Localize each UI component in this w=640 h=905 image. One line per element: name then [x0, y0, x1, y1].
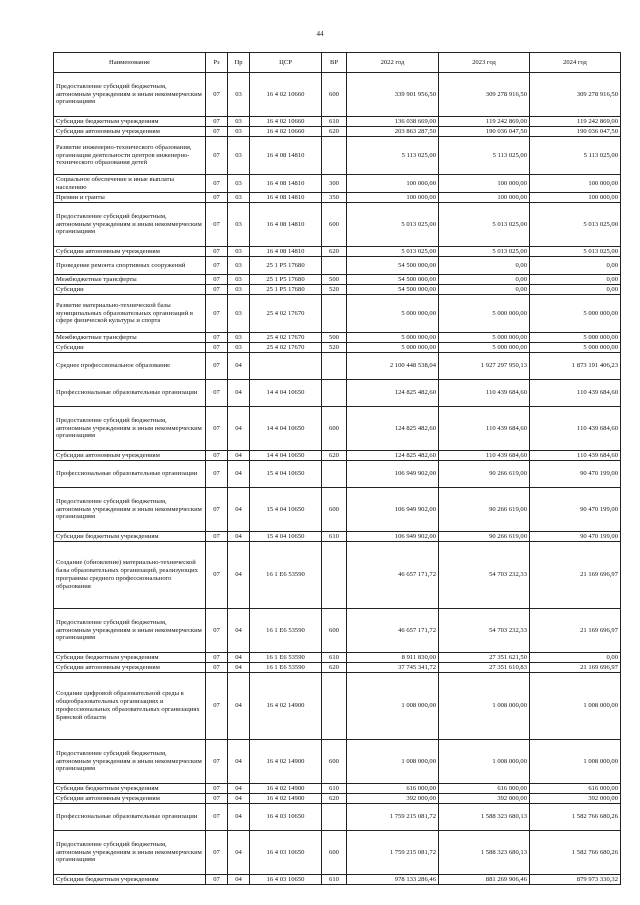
cell-2023: 110 439 684,60 [439, 380, 530, 407]
cell-rz: 07 [206, 804, 228, 831]
cell-2023: 1 927 297 950,13 [439, 353, 530, 380]
cell-vr: 620 [322, 663, 347, 673]
cell-vr: 350 [322, 193, 347, 203]
cell-2022: 203 863 287,50 [347, 127, 439, 137]
cell-name: Создание (обновление) материально-технической базы образовательных организаций, реализующих программы среднего профессионального образования [54, 542, 206, 609]
cell-2023: 0,00 [439, 275, 530, 285]
cell-name: Субсидии бюджетным учреждениям [54, 117, 206, 127]
cell-2024: 0,00 [530, 257, 621, 275]
table-row [54, 609, 621, 653]
cell-pr: 04 [228, 451, 250, 461]
table-row [54, 488, 621, 532]
cell-pr: 03 [228, 333, 250, 343]
cell-2024: 5 000 000,00 [530, 333, 621, 343]
cell-name: Социальное обеспечение и иные выплаты населению [54, 175, 206, 193]
cell-rz: 07 [206, 193, 228, 203]
header-2024: 2024 год [530, 53, 621, 73]
cell-2024: 100 000,00 [530, 193, 621, 203]
table-row [54, 175, 621, 193]
cell-2023: 54 703 232,33 [439, 542, 530, 609]
cell-rz: 07 [206, 137, 228, 175]
table-row [54, 380, 621, 407]
cell-2023: 0,00 [439, 257, 530, 275]
table-row [54, 257, 621, 275]
cell-name: Предоставление субсидий бюджетным, автономным учреждениям и иным некоммерческим организациям [54, 73, 206, 117]
cell-2023: 190 036 047,50 [439, 127, 530, 137]
cell-pr: 04 [228, 673, 250, 740]
cell-csr: 25 1 Р5 17680 [250, 285, 322, 295]
cell-name: Субсидии бюджетным учреждениям [54, 532, 206, 542]
cell-rz: 07 [206, 875, 228, 885]
cell-2024: 100 000,00 [530, 175, 621, 193]
table-row [54, 407, 621, 451]
cell-vr: 610 [322, 117, 347, 127]
cell-pr: 03 [228, 175, 250, 193]
budget-table [53, 52, 621, 885]
cell-name: Субсидии автономным учреждениям [54, 127, 206, 137]
cell-2023: 1 008 000,00 [439, 740, 530, 784]
cell-vr: 600 [322, 73, 347, 117]
cell-2023: 1 588 323 680,13 [439, 831, 530, 875]
cell-pr: 04 [228, 784, 250, 794]
cell-2024: 21 169 696,97 [530, 663, 621, 673]
cell-name: Развитие инженерно-технического образования, организация деятельности центров инженерно-технического образования детей [54, 137, 206, 175]
cell-name: Среднее профессиональное образование [54, 353, 206, 380]
table-row [54, 804, 621, 831]
cell-csr: 16 4 08 14810 [250, 193, 322, 203]
cell-2024: 110 439 684,60 [530, 380, 621, 407]
cell-2023: 5 000 000,00 [439, 333, 530, 343]
cell-2024: 5 013 025,00 [530, 247, 621, 257]
cell-pr: 04 [228, 407, 250, 451]
cell-csr: 15 4 04 10650 [250, 461, 322, 488]
cell-name: Предоставление субсидий бюджетным, автономным учреждениям и иным некоммерческим организациям [54, 203, 206, 247]
cell-2024: 90 470 199,00 [530, 461, 621, 488]
cell-vr [322, 353, 347, 380]
cell-pr: 03 [228, 247, 250, 257]
cell-csr: 14 4 04 10650 [250, 407, 322, 451]
cell-2024: 21 169 696,97 [530, 609, 621, 653]
cell-rz: 07 [206, 663, 228, 673]
cell-2022: 46 657 171,72 [347, 609, 439, 653]
cell-csr: 25 1 Р5 17680 [250, 257, 322, 275]
cell-rz: 07 [206, 784, 228, 794]
cell-pr: 03 [228, 275, 250, 285]
cell-pr: 04 [228, 380, 250, 407]
cell-2023: 5 000 000,00 [439, 295, 530, 333]
cell-2023: 27 351 610,83 [439, 663, 530, 673]
cell-2024: 1 582 766 680,26 [530, 831, 621, 875]
table-row [54, 875, 621, 885]
table-row [54, 542, 621, 609]
header-2023: 2023 год [439, 53, 530, 73]
cell-name: Проведение ремонта спортивных сооружений [54, 257, 206, 275]
cell-2024: 1 008 000,00 [530, 740, 621, 784]
cell-pr: 04 [228, 353, 250, 380]
cell-csr: 16 4 03 10650 [250, 875, 322, 885]
cell-2023: 616 000,00 [439, 784, 530, 794]
table-row [54, 247, 621, 257]
cell-csr: 16 4 02 14900 [250, 784, 322, 794]
cell-vr [322, 542, 347, 609]
cell-name: Субсидии автономным учреждениям [54, 794, 206, 804]
cell-csr: 16 1 E6 53590 [250, 609, 322, 653]
cell-2022: 54 500 000,00 [347, 285, 439, 295]
table-row [54, 461, 621, 488]
cell-vr: 520 [322, 285, 347, 295]
cell-2023: 0,00 [439, 285, 530, 295]
cell-name: Предоставление субсидий бюджетным, автономным учреждениям и иным некоммерческим организациям [54, 609, 206, 653]
cell-2023: 309 278 916,50 [439, 73, 530, 117]
cell-rz: 07 [206, 653, 228, 663]
cell-2022: 100 000,00 [347, 193, 439, 203]
cell-vr [322, 257, 347, 275]
cell-2022: 8 911 830,00 [347, 653, 439, 663]
cell-csr: 15 4 04 10650 [250, 488, 322, 532]
cell-name: Премии и гранты [54, 193, 206, 203]
cell-vr [322, 804, 347, 831]
cell-name: Межбюджетные трансферты [54, 333, 206, 343]
cell-rz: 07 [206, 461, 228, 488]
cell-vr: 620 [322, 451, 347, 461]
cell-rz: 07 [206, 343, 228, 353]
cell-2022: 5 000 000,00 [347, 343, 439, 353]
table-row [54, 353, 621, 380]
cell-pr: 04 [228, 609, 250, 653]
cell-pr: 04 [228, 740, 250, 784]
cell-2023: 5 113 025,00 [439, 137, 530, 175]
table-row [54, 73, 621, 117]
table-row [54, 285, 621, 295]
cell-2024: 0,00 [530, 285, 621, 295]
cell-2023: 110 439 684,60 [439, 451, 530, 461]
cell-name: Профессиональные образовательные организации [54, 461, 206, 488]
cell-2022: 392 000,00 [347, 794, 439, 804]
cell-2024: 0,00 [530, 653, 621, 663]
cell-rz: 07 [206, 794, 228, 804]
table-row [54, 532, 621, 542]
cell-pr: 03 [228, 257, 250, 275]
cell-pr: 04 [228, 542, 250, 609]
cell-2024: 392 000,00 [530, 794, 621, 804]
cell-vr [322, 673, 347, 740]
cell-pr: 04 [228, 663, 250, 673]
cell-vr: 500 [322, 275, 347, 285]
cell-pr: 04 [228, 804, 250, 831]
cell-name: Субсидии автономным учреждениям [54, 247, 206, 257]
cell-csr: 16 4 08 14810 [250, 247, 322, 257]
cell-vr: 620 [322, 247, 347, 257]
cell-2023: 392 000,00 [439, 794, 530, 804]
cell-pr: 04 [228, 488, 250, 532]
cell-pr: 04 [228, 653, 250, 663]
cell-vr [322, 137, 347, 175]
header-pr: Пр [228, 53, 250, 73]
cell-2024: 5 013 025,00 [530, 203, 621, 247]
table-row [54, 275, 621, 285]
cell-csr: 16 1 E6 53590 [250, 663, 322, 673]
cell-name: Развитие материально-технической базы муниципальных образовательных организаций в сфере физической культуры и спорта [54, 295, 206, 333]
cell-csr: 16 4 02 10660 [250, 127, 322, 137]
cell-rz: 07 [206, 609, 228, 653]
cell-vr: 620 [322, 794, 347, 804]
cell-2022: 54 500 000,00 [347, 257, 439, 275]
cell-2022: 978 133 286,46 [347, 875, 439, 885]
cell-rz: 07 [206, 275, 228, 285]
cell-pr: 04 [228, 831, 250, 875]
cell-2022: 37 745 341,72 [347, 663, 439, 673]
cell-2022: 5 113 025,00 [347, 137, 439, 175]
table-row [54, 295, 621, 333]
cell-rz: 07 [206, 203, 228, 247]
cell-vr [322, 295, 347, 333]
cell-vr: 610 [322, 875, 347, 885]
cell-2022: 5 013 025,00 [347, 247, 439, 257]
cell-rz: 07 [206, 295, 228, 333]
cell-2022: 46 657 171,72 [347, 542, 439, 609]
cell-2022: 5 000 000,00 [347, 295, 439, 333]
cell-2023: 100 000,00 [439, 193, 530, 203]
cell-rz: 07 [206, 333, 228, 343]
cell-pr: 03 [228, 285, 250, 295]
table-row [54, 333, 621, 343]
cell-rz: 07 [206, 451, 228, 461]
cell-2023: 54 703 232,33 [439, 609, 530, 653]
cell-2022: 616 000,00 [347, 784, 439, 794]
cell-rz: 07 [206, 831, 228, 875]
cell-pr: 03 [228, 343, 250, 353]
cell-2024: 309 278 916,50 [530, 73, 621, 117]
cell-2022: 106 949 902,00 [347, 532, 439, 542]
cell-csr: 25 4 02 17670 [250, 333, 322, 343]
cell-2023: 5 000 000,00 [439, 343, 530, 353]
cell-csr: 16 4 03 10650 [250, 804, 322, 831]
cell-name: Межбюджетные трансферты [54, 275, 206, 285]
cell-rz: 07 [206, 257, 228, 275]
table-row [54, 451, 621, 461]
cell-csr: 25 4 02 17670 [250, 295, 322, 333]
table-row [54, 794, 621, 804]
cell-pr: 03 [228, 127, 250, 137]
cell-2022: 339 901 956,50 [347, 73, 439, 117]
cell-csr: 16 4 08 14810 [250, 137, 322, 175]
table-row [54, 193, 621, 203]
cell-rz: 07 [206, 673, 228, 740]
cell-rz: 07 [206, 175, 228, 193]
cell-name: Субсидии автономным учреждениям [54, 451, 206, 461]
cell-2023: 1 588 323 680,13 [439, 804, 530, 831]
cell-2022: 124 825 482,60 [347, 407, 439, 451]
cell-2024: 616 000,00 [530, 784, 621, 794]
cell-csr: 16 4 02 14900 [250, 740, 322, 784]
cell-2023: 881 269 906,46 [439, 875, 530, 885]
cell-pr: 03 [228, 295, 250, 333]
cell-csr: 15 4 04 10650 [250, 532, 322, 542]
cell-pr: 03 [228, 73, 250, 117]
cell-vr [322, 380, 347, 407]
cell-vr: 610 [322, 784, 347, 794]
cell-rz: 07 [206, 73, 228, 117]
header-name: Наименование [54, 53, 206, 73]
cell-rz: 07 [206, 407, 228, 451]
cell-rz: 07 [206, 247, 228, 257]
cell-rz: 07 [206, 380, 228, 407]
cell-2023: 90 266 619,00 [439, 532, 530, 542]
cell-2023: 90 266 619,00 [439, 488, 530, 532]
cell-2022: 2 100 448 538,04 [347, 353, 439, 380]
cell-2022: 54 500 000,00 [347, 275, 439, 285]
cell-vr: 600 [322, 609, 347, 653]
cell-rz: 07 [206, 127, 228, 137]
cell-name: Профессиональные образовательные организации [54, 380, 206, 407]
cell-rz: 07 [206, 285, 228, 295]
cell-csr: 16 4 08 14810 [250, 175, 322, 193]
cell-vr: 500 [322, 333, 347, 343]
cell-2022: 1 759 215 081,72 [347, 804, 439, 831]
cell-name: Субсидии бюджетным учреждениям [54, 653, 206, 663]
cell-csr: 25 1 Р5 17680 [250, 275, 322, 285]
cell-2024: 90 470 199,00 [530, 488, 621, 532]
cell-csr: 16 1 E6 53590 [250, 542, 322, 609]
table-row [54, 137, 621, 175]
cell-pr: 04 [228, 794, 250, 804]
cell-pr: 04 [228, 875, 250, 885]
cell-csr: 16 4 02 10660 [250, 73, 322, 117]
cell-2023: 1 008 000,00 [439, 673, 530, 740]
cell-2024: 110 439 684,60 [530, 407, 621, 451]
cell-2022: 5 013 025,00 [347, 203, 439, 247]
cell-csr: 14 4 04 10650 [250, 451, 322, 461]
cell-2024: 879 973 330,32 [530, 875, 621, 885]
table-row [54, 653, 621, 663]
cell-name: Предоставление субсидий бюджетным, автономным учреждениям и иным некоммерческим организациям [54, 407, 206, 451]
cell-name: Предоставление субсидий бюджетным, автономным учреждениям и иным некоммерческим организациям [54, 488, 206, 532]
cell-2024: 119 242 869,00 [530, 117, 621, 127]
cell-vr: 600 [322, 203, 347, 247]
cell-pr: 04 [228, 532, 250, 542]
cell-rz: 07 [206, 532, 228, 542]
cell-2022: 106 949 902,00 [347, 488, 439, 532]
table-row [54, 343, 621, 353]
cell-pr: 03 [228, 203, 250, 247]
cell-2024: 90 470 199,00 [530, 532, 621, 542]
cell-2024: 0,00 [530, 275, 621, 285]
header-vr: ВР [322, 53, 347, 73]
cell-2022: 136 038 669,00 [347, 117, 439, 127]
cell-2022: 124 825 482,60 [347, 380, 439, 407]
cell-2024: 5 000 000,00 [530, 343, 621, 353]
cell-rz: 07 [206, 740, 228, 784]
cell-vr: 610 [322, 532, 347, 542]
table-row [54, 740, 621, 784]
cell-2024: 110 439 684,60 [530, 451, 621, 461]
cell-2023: 27 351 621,50 [439, 653, 530, 663]
cell-2022: 106 949 902,00 [347, 461, 439, 488]
cell-2022: 5 000 000,00 [347, 333, 439, 343]
header-csr: ЦСР [250, 53, 322, 73]
cell-pr: 04 [228, 461, 250, 488]
cell-csr: 16 4 02 10660 [250, 117, 322, 127]
cell-csr [250, 353, 322, 380]
cell-vr [322, 461, 347, 488]
cell-2023: 110 439 684,60 [439, 407, 530, 451]
cell-vr: 600 [322, 488, 347, 532]
cell-name: Предоставление субсидий бюджетным, автономным учреждениям и иным некоммерческим организациям [54, 740, 206, 784]
cell-csr: 16 4 02 14900 [250, 673, 322, 740]
cell-name: Субсидии бюджетным учреждениям [54, 784, 206, 794]
cell-2024: 1 008 000,00 [530, 673, 621, 740]
table-row [54, 203, 621, 247]
header-2022: 2022 год [347, 53, 439, 73]
cell-csr: 14 4 04 10650 [250, 380, 322, 407]
cell-vr: 620 [322, 127, 347, 137]
cell-csr: 16 4 02 14900 [250, 794, 322, 804]
cell-2022: 124 825 482,60 [347, 451, 439, 461]
page-number: 44 [316, 30, 324, 38]
cell-csr: 16 1 E6 53590 [250, 653, 322, 663]
cell-vr: 610 [322, 653, 347, 663]
header-rz: Рз [206, 53, 228, 73]
cell-2023: 5 013 025,00 [439, 203, 530, 247]
table-row [54, 784, 621, 794]
cell-rz: 07 [206, 353, 228, 380]
cell-name: Профессиональные образовательные организации [54, 804, 206, 831]
cell-name: Предоставление субсидий бюджетным, автономным учреждениям и иным некоммерческим организациям [54, 831, 206, 875]
cell-name: Субсидии автономным учреждениям [54, 663, 206, 673]
table-row [54, 831, 621, 875]
cell-name: Субсидии [54, 343, 206, 353]
table-row [54, 127, 621, 137]
cell-2022: 1 008 000,00 [347, 740, 439, 784]
header-row [54, 53, 621, 73]
cell-pr: 03 [228, 117, 250, 127]
cell-2024: 21 169 696,97 [530, 542, 621, 609]
cell-2022: 100 000,00 [347, 175, 439, 193]
cell-csr: 16 4 03 10650 [250, 831, 322, 875]
cell-name: Субсидии бюджетным учреждениям [54, 875, 206, 885]
cell-2024: 1 873 191 406,23 [530, 353, 621, 380]
cell-2023: 90 266 619,00 [439, 461, 530, 488]
table-row [54, 673, 621, 740]
cell-2024: 5 113 025,00 [530, 137, 621, 175]
cell-vr: 600 [322, 740, 347, 784]
cell-csr: 16 4 08 14810 [250, 203, 322, 247]
cell-pr: 03 [228, 137, 250, 175]
cell-pr: 03 [228, 193, 250, 203]
cell-2023: 119 242 869,00 [439, 117, 530, 127]
cell-csr: 25 4 02 17670 [250, 343, 322, 353]
cell-2024: 5 000 000,00 [530, 295, 621, 333]
cell-2024: 190 036 047,50 [530, 127, 621, 137]
cell-2022: 1 759 215 081,72 [347, 831, 439, 875]
cell-rz: 07 [206, 542, 228, 609]
table-row [54, 117, 621, 127]
cell-2022: 1 008 000,00 [347, 673, 439, 740]
cell-vr: 600 [322, 831, 347, 875]
cell-rz: 07 [206, 117, 228, 127]
cell-2024: 1 582 766 680,26 [530, 804, 621, 831]
cell-2023: 100 000,00 [439, 175, 530, 193]
cell-name: Субсидии [54, 285, 206, 295]
cell-rz: 07 [206, 488, 228, 532]
cell-vr: 520 [322, 343, 347, 353]
cell-vr: 300 [322, 175, 347, 193]
cell-vr: 600 [322, 407, 347, 451]
cell-2023: 5 013 025,00 [439, 247, 530, 257]
table-row [54, 663, 621, 673]
cell-name: Создание цифровой образовательной среды в общеобразовательных организациях и профессиональных образовательных организациях Брянской области [54, 673, 206, 740]
